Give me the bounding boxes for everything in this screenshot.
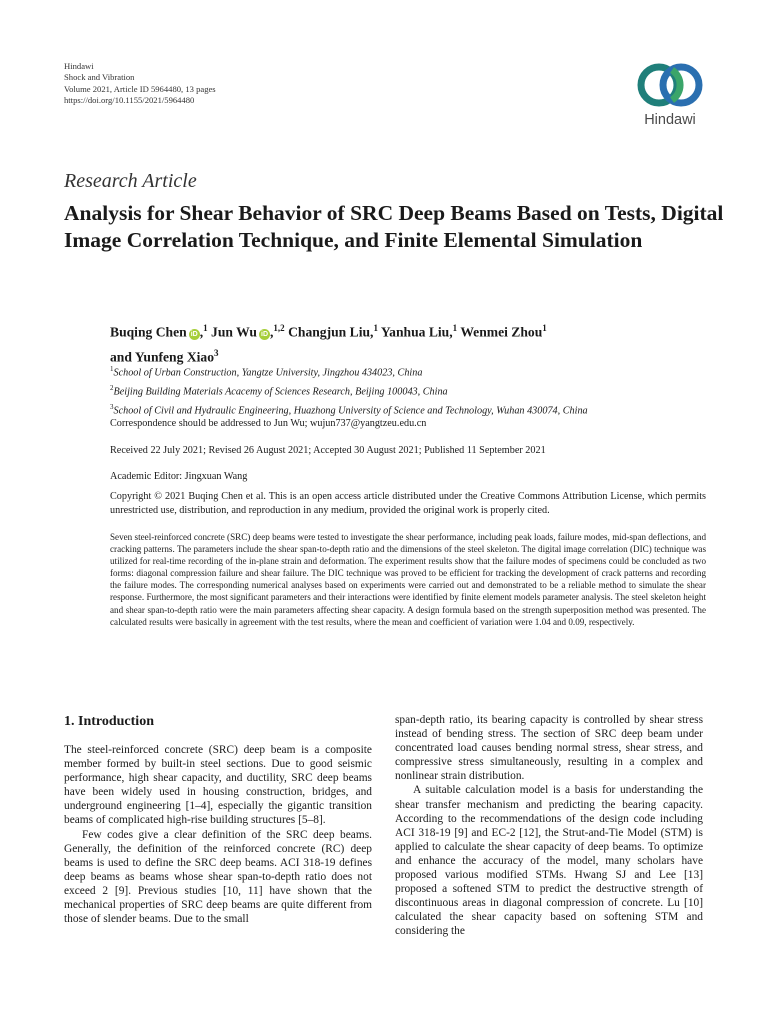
author-name[interactable]: Changjun Liu [288,324,371,340]
hindawi-logo-icon [628,58,712,112]
body-column-left [64,743,372,926]
affiliation-marker: 1 [452,323,458,333]
journal-metadata [64,61,216,107]
affiliation-line [110,362,710,381]
author-name[interactable]: Jun Wu [211,324,257,340]
affiliation-number: 1 [110,365,114,373]
author-name[interactable]: Yanhua Liu [380,324,450,340]
academic-editor: Academic Editor: Jingxuan Wang [110,471,248,482]
paragraph: Few codes give a clear definition of the SRC deep beams. Generally, the definition of the reinforced concrete (RC) deep beams is used to define the SRC deep beams. ACI 318-19 defines deep beams as beams whose shear span-to-depth ratio does not exceed 2 [9]. Previous studies [10, 11] have shown that the mechanical properties of SRC deep beams are quite different from those of slender beams. Due to the small [64,828,372,926]
body-column-right [395,713,703,939]
author-name[interactable]: Buqing Chen [110,324,187,340]
abstract: Seven steel-reinforced concrete (SRC) deep beams were tested to investigate the shear performance, including peak loads, failure modes, mid-span deflections, and cracking patterns. The parameters include the shear span-to-depth ratio and the dimensions of the steel skeleton. The digital image correlation (DIC) technique was utilized for real-time recording of the in-plane strain and deformation. The experiment results show that the failure modes of specimens could be concluded as two forms: diagonal compression failure and shear failure. The DIC technique was proved to be efficient for tracking the development of crack patterns and recording the failure modes. The corresponding numerical analyses based on experiments were carried out and demonstrated to be a reliable method to simulate the shear response. Furthermore, the most significant parameters and their interactions were identified by finite element models parameter analysis. The steel skeleton height and shear span-to-depth ratio were the main parameters affecting shear capacity. A design formula based on the strength superposition method was presented. The calculated results were basically in agreement with the test results, where the mean and coefficient of variation were 1.04 and 0.09, respectively. [110,532,706,627]
affiliation-marker: 3 [214,347,219,358]
hindawi-logo [628,58,712,138]
affiliation-marker: 1,2 [273,323,285,333]
author-name[interactable]: Yunfeng Xiao [134,349,215,365]
author-conjunction: and [110,349,135,365]
paragraph: span-depth ratio, its bearing capacity is controlled by shear stress instead of bending stress. The section of SRC deep beam under concentrated load causes bending normal stress, shear stress, and compressive stress simultaneously, resulting in a complex and nonlinear strain distribution. [395,714,703,783]
publisher-name: Hindawi [64,61,94,71]
paper-title: Analysis for Shear Behavior of SRC Deep Beams Based on Tests, Digital Image Correlation Technique, and Finite Elemental Simulation [64,201,724,252]
copyright-notice: Copyright © 2021 Buqing Chen et al. This is an open access article distributed under the Creative Commons Attribution License, which permits unrestricted use, distribution, and reproduction in any medium, provided the original work is properly cited. [110,491,706,516]
orcid-icon[interactable]: iD [190,330,198,338]
affiliation-marker: 1 [373,323,378,333]
article-type: Research Article [64,170,197,192]
affiliation-text: School of Civil and Hydraulic Engineering, Huazhong University of Science and Technology, Wuhan 430074, China [113,405,588,417]
affiliation-marker: 1 [542,323,547,333]
author-name[interactable]: Wenmei Zhou [460,324,543,340]
publication-dates: Received 22 July 2021; Revised 26 August 2021; Accepted 30 August 2021; Published 11 September 2021 [110,445,546,456]
section-heading: 1. Introduction [64,714,154,729]
affiliation-number: 2 [110,383,114,392]
author-list: Buqing Chen iD ,$^1$ Jun Wu iD ,$^{1,2}$ Changjun Liu,$^1$ Yanhua Liu,$^1$ Wenmei Zhou$^1$ and Yunfeng Xiao$^3$ [110,323,547,365]
logo-wordmark: Hindawi [644,112,696,128]
affiliation-line [110,400,710,419]
correspondence: Correspondence should be addressed to Jun Wu; wujun737@yangtzeu.edu.cn [110,418,427,429]
doi-link[interactable]: https://doi.org/10.1155/2021/5964480 [64,95,195,106]
affiliation-text: School of Urban Construction, Yangtze University, Jingzhou 434023, China [113,367,423,379]
affiliation-number: 3 [110,402,114,411]
paragraph: A suitable calculation model is a basis for understanding the shear transfer mechanism and predicting the bearing capacity. According to the recommendations of the design code including ACI 318-19 [9] and EC-2 [12], the Strut-and-Tie Model (STM) is applied to calculate the shear capacity of deep beams. To optimize and enhance the accuracy of the model, many scholars have proposed various modified STMs. Hwang SJ and Lee [13] proposed a softened STM to predict the destructive strength of discontinuous areas in diagonal compression of concrete. Lu [10] calculated the shear capacity based on softening STM and considering the [395,784,703,938]
affiliation-marker: 1 [203,323,208,333]
affiliations [110,362,710,419]
volume-info: Volume 2021, Article ID 5964480, 13 pages [64,83,216,94]
affiliation-text: Beijing Building Materials Acacemy of Sciences Research, Beijing 100043, China [113,386,448,398]
affiliation-line [110,381,710,400]
paragraph: The steel-reinforced concrete (SRC) deep beam is a composite member formed by built-in steel sections. Due to good seismic performance, high shear capacity, and ductility, SRC deep beams have been widely used in housing construction, bridges, and underground engineering [1–4], especially the gigantic transition beams of complicated high-rise building structures [5–8]. [64,744,372,827]
journal-name: Shock and Vibration [64,72,135,83]
orcid-icon[interactable]: iD [261,330,268,338]
